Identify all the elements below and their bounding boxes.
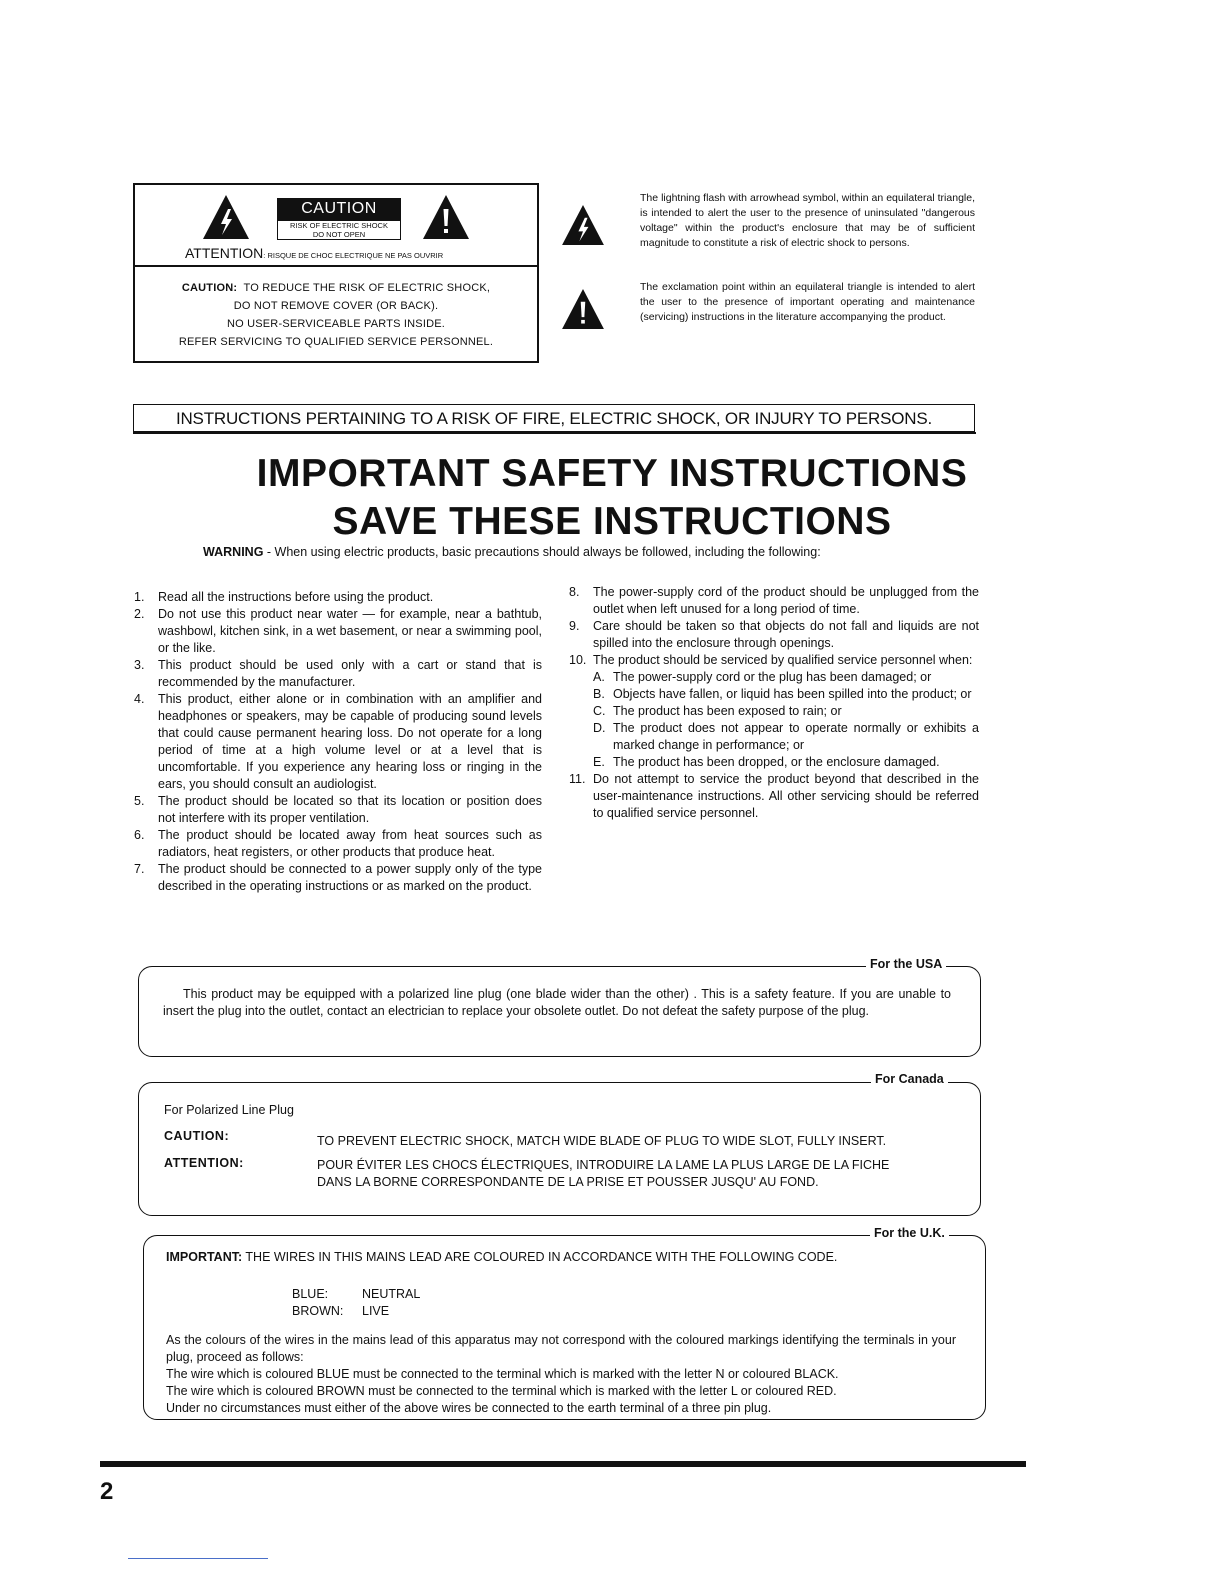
canada-attention-line2: DANS LA BORNE CORRESPONDANTE DE LA PRISE ET POUSSER JUSQU' AU FOND. [317, 1175, 819, 1189]
page-subtitle: SAVE THESE INSTRUCTIONS [332, 500, 892, 543]
exclamation-triangle-icon [423, 195, 469, 239]
lightning-triangle-icon [562, 205, 604, 245]
list-item: 6. The product should be located away from heat sources such as radiators, heat registers, or other products that produce heat. [134, 828, 542, 859]
warning-line: WARNING - When using electric products, basic precautions should always be followed, including the following: [203, 545, 821, 559]
list-item: 7. The product should be connected to a power supply only of the type described in the operating instructions or as marked on the product. [134, 862, 542, 893]
uk-notice-tag: For the U.K. [870, 1226, 949, 1240]
uk-important-line: IMPORTANT: THE WIRES IN THIS MAINS LEAD ARE COLOURED IN ACCORDANCE WITH THE FOLLOWING CODE. [166, 1250, 838, 1264]
uk-blue-value: NEUTRAL [362, 1287, 421, 1301]
instructions-banner: INSTRUCTIONS PERTAINING TO A RISK OF FIRE, ELECTRIC SHOCK, OR INJURY TO PERSONS. [133, 404, 975, 432]
canada-attention-word: ATTENTION: [164, 1156, 244, 1170]
canada-attention-line1: POUR ÉVITER LES CHOCS ÉLECTRIQUES, INTRODUIRE LA LAME LA PLUS LARGE DE LA FICHE [317, 1158, 890, 1172]
exclamation-symbol-explanation: The exclamation point within an equilateral triangle is intended to alert the user to the presence of important operating and maintenance (servicing) instructions in the literature accompanying the product. [640, 281, 975, 323]
list-item: 10. The product should be serviced by qualified service personnel when: [569, 653, 973, 667]
sub-list-item: D. The product does not appear to operate normally or exhibits a marked change in performance; or [593, 721, 979, 752]
list-item: 8. The power-supply cord of the product should be unplugged from the outlet when left unused for a long period of time. [569, 585, 979, 616]
lightning-symbol-explanation: The lightning flash with arrowhead symbol, within an equilateral triangle, is intended to alert the user to the presence of uninsulated "dangerous voltage" within the product's enclosure that may be of sufficient magnitude to constitute a risk of electric shock to persons. [640, 192, 975, 249]
footer-rule [100, 1461, 1026, 1467]
canada-notice-tag: For Canada [871, 1072, 948, 1086]
sub-list-item: A. The power-supply cord or the plug has been damaged; or [593, 670, 932, 684]
attention-line: ATTENTION: RISQUE DE CHOC ELECTRIQUE NE PAS OUVRIR [185, 245, 444, 261]
usa-notice-text: This product may be equipped with a polarized line plug (one blade wider than the other) . This is a safety feature. If you are unable to insert the plug into the outlet, contact an electrician to replace your obsolete outlet. Do not defeat the safety purpose of the plug. [163, 987, 951, 1018]
uk-brown-value: LIVE [362, 1304, 390, 1318]
footer-accent-line [128, 1558, 268, 1559]
sub-list-item: C. The product has been exposed to rain; or [593, 704, 842, 718]
instructions-right-column [569, 584, 979, 822]
list-item: 5. The product should be located so that its location or position does not interfere with its proper ventilation. [134, 794, 542, 825]
caution-label-title: CAUTION [277, 198, 401, 220]
usa-notice-tag: For the USA [866, 957, 946, 971]
sub-list-item: B. Objects have fallen, or liquid has been spilled into the product; or [593, 687, 972, 701]
canada-caution-word: CAUTION: [164, 1129, 230, 1143]
sub-list-item: E. The product has been dropped, or the enclosure damaged. [593, 755, 940, 769]
list-item: 4. This product, either alone or in combination with an amplifier and headphones or speakers, may be capable of producing sound levels that could cause permanent hearing loss. Do not operate for a long period of time at a high volume level or at a level that is uncomfortable. If you experience any hearing loss or ringing in the ears, you should consult an audiologist. [134, 692, 542, 791]
canada-intro: For Polarized Line Plug [164, 1103, 294, 1117]
banner-underline [133, 432, 976, 434]
caution-label-subtitle: RISK OF ELECTRIC SHOCK DO NOT OPEN [277, 220, 401, 240]
caution-label-body: CAUTION: TO REDUCE THE RISK OF ELECTRIC SHOCK, DO NOT REMOVE COVER (OR BACK). NO USER-SERVICEABLE PARTS INSIDE. REFER SERVICING TO QUALIFIED SERVICE PERSONNEL. [178, 282, 494, 348]
uk-brown-label: BROWN: [292, 1304, 344, 1318]
lightning-triangle-icon [203, 195, 249, 239]
list-item: 11. Do not attempt to service the product beyond that described in the user-maintenance instructions. All other servicing should be referred to qualified service personnel. [569, 772, 979, 820]
list-item: 2. Do not use this product near water — for example, near a bathtub, washbowl, kitchen sink, in a wet basement, or near a swimming pool, or the like. [134, 607, 542, 655]
caution-label-box [133, 183, 539, 363]
exclamation-triangle-icon [562, 289, 604, 329]
caution-label-top [135, 185, 537, 267]
instructions-left-column [134, 589, 542, 895]
uk-paragraph: As the colours of the wires in the mains lead of this apparatus may not correspond with the coloured markings identifying the terminals in your plug, proceed as follows: The wire which is coloured BLUE must be connected to the terminal which is marked with the letter N or coloured BLACK. The wire which is coloured BROWN must be connected to the terminal which is marked with the letter L or coloured RED. Under no circumstances must either of the above wires be connected to the earth terminal of a three pin plug. [166, 1333, 956, 1415]
page-title: IMPORTANT SAFETY INSTRUCTIONS [256, 452, 968, 495]
list-item: 9. Care should be taken so that objects do not fall and liquids are not spilled into the enclosure through openings. [569, 619, 979, 650]
list-item: 3. This product should be used only with a cart or stand that is recommended by the manufacturer. [134, 658, 542, 689]
list-item: 1. Read all the instructions before using the product. [134, 590, 434, 604]
canada-caution-text: TO PREVENT ELECTRIC SHOCK, MATCH WIDE BLADE OF PLUG TO WIDE SLOT, FULLY INSERT. [317, 1134, 887, 1148]
uk-blue-label: BLUE: [292, 1287, 329, 1301]
page-number: 2 [100, 1478, 114, 1505]
